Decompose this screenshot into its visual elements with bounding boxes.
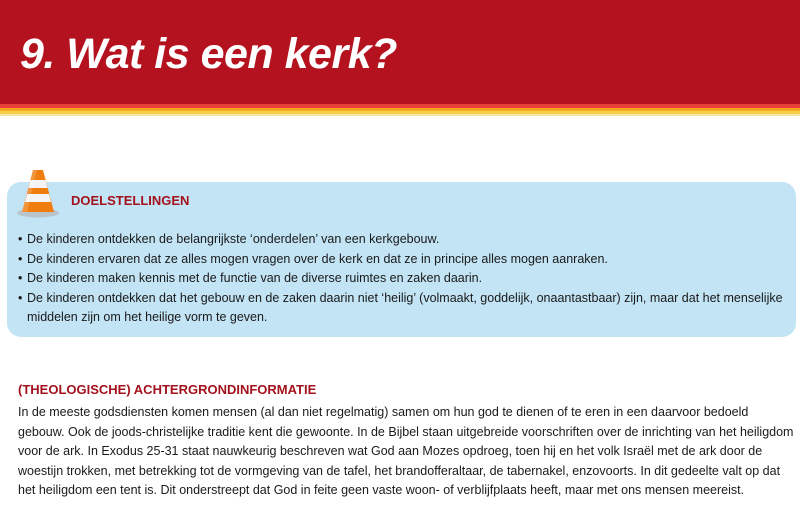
goal-item: • De kinderen maken kennis met de functie van de diverse ruimtes en zaken daarin. bbox=[18, 269, 788, 289]
page-header bbox=[0, 0, 800, 104]
page-title: 9. Wat is een kerk? bbox=[20, 30, 397, 78]
background-info-title: (THEOLOGISCHE) ACHTERGRONDINFORMATIE bbox=[18, 382, 317, 397]
header-stripe-cream bbox=[0, 114, 800, 116]
goals-list bbox=[18, 230, 788, 328]
goals-title: DOELSTELLINGEN bbox=[71, 193, 190, 208]
goal-item: • De kinderen ontdekken dat het gebouw en de zaken daarin niet ‘heilig’ (volmaakt, goddelijk, onaantastbaar) zijn, maar dat het menselijke middelen zijn om het heilige vorm te geven. bbox=[18, 289, 788, 328]
background-info-text: In de meeste godsdiensten komen mensen (al dan niet regelmatig) samen om hun god te dienen of te eren in een daarvoor bedoeld gebouw. Ook de joods-christelijke traditie kent die gewoonte. In de Bijbel staan uitgebreide voorschriften over de inrichting van het heiligdom voor de ark. In Exodus 25-31 staat nauwkeurig beschreven wat God aan Mozes opdroeg, toen hij en het volk Israël met de ark door de woestijn trokken, met betrekking tot de vormgeving van de tafel, het brandofferaltaar, de tabernakel, enzovoorts. In dit gedeelte valt op dat het heiligdom een tent is. Dit onderstreept dat God in feite geen vaste woon- of verblijfplaats heeft, maar met ons mensen meereist. bbox=[18, 405, 794, 497]
traffic-cone-icon bbox=[16, 168, 60, 218]
goal-item: • De kinderen ontdekken de belangrijkste ‘onderdelen’ van een kerkgebouw. bbox=[18, 230, 788, 250]
goal-item: • De kinderen ervaren dat ze alles mogen vragen over de kerk en dat ze in principe alles mogen aanraken. bbox=[18, 250, 788, 270]
